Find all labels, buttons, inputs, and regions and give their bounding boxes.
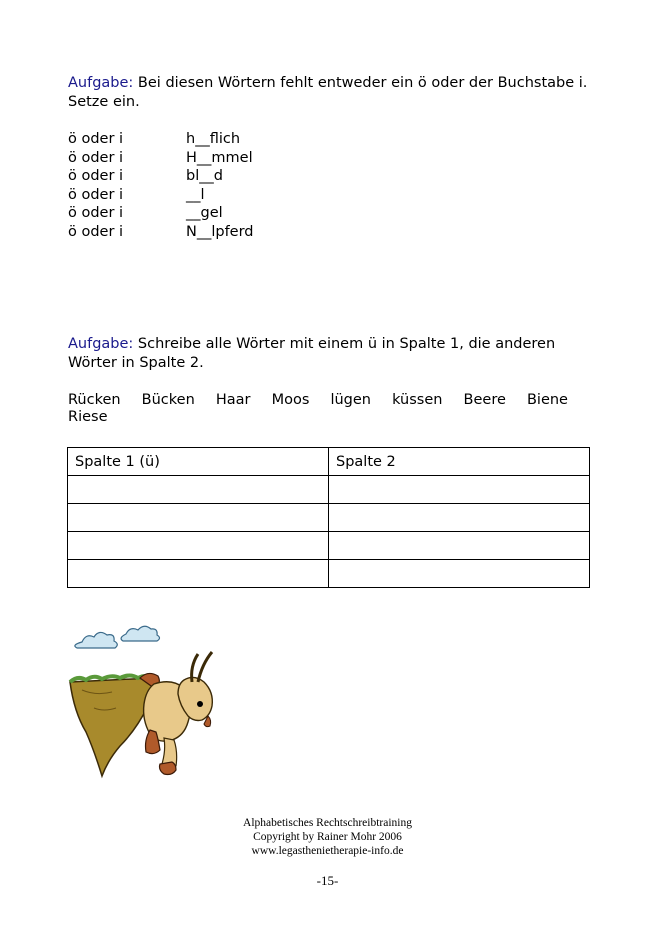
footer-copyright: Copyright by Rainer Mohr 2006 (253, 831, 402, 843)
gap-word: N__lpferd (186, 224, 254, 240)
table-row (68, 476, 590, 504)
goat-icon (140, 652, 212, 775)
table-row (68, 504, 590, 532)
footer-url: www.legasthenietherapie-info.de (251, 845, 404, 857)
option-label: ö oder i (68, 187, 124, 203)
cloud-icon (75, 632, 117, 648)
cloud-icon (121, 626, 159, 641)
task1-label: Aufgabe: (68, 75, 134, 91)
task2-text-line1: Schreibe alle Wörter mit einem ü in Spalte 1, die anderen (133, 336, 556, 352)
column-header-spalte-1: Spalte 1 (ü) (68, 448, 329, 476)
option-label: ö oder i (68, 224, 124, 240)
gap-word: H__mmel (186, 150, 253, 166)
task1-instruction (68, 75, 587, 91)
word-bank-item: Bücken (141, 392, 195, 408)
answer-cell[interactable] (329, 532, 590, 560)
word-bank (68, 391, 568, 410)
word-bank-item: Moos (271, 392, 310, 408)
task2-instruction (68, 336, 555, 352)
word-bank-item: küssen (392, 392, 443, 408)
footer-title: Alphabetisches Rechtschreibtraining (243, 817, 412, 829)
column-header-spalte-2: Spalte 2 (329, 448, 590, 476)
task1-text-line2: Setze ein. (68, 94, 140, 110)
word-bank-item: lügen (330, 392, 371, 408)
table-row (68, 560, 590, 588)
word-bank-item: Rücken (68, 392, 121, 408)
task1-word-list (68, 130, 368, 250)
gap-word: __l (186, 187, 205, 203)
answer-cell[interactable] (329, 476, 590, 504)
answer-cell[interactable] (329, 504, 590, 532)
table-header-row (68, 448, 590, 476)
answer-cell[interactable] (68, 476, 329, 504)
answer-cell[interactable] (68, 560, 329, 588)
task2-text-line2: Wörter in Spalte 2. (68, 355, 204, 371)
word-bank-item: Biene (526, 392, 568, 408)
cliff-icon (70, 676, 153, 777)
answer-cell[interactable] (329, 560, 590, 588)
gap-word: __gel (186, 205, 223, 221)
task1-text-line1: Bei diesen Wörtern fehlt entweder ein ö oder der Buchstabe i. (133, 75, 588, 91)
table-row (68, 532, 590, 560)
gap-word: bl__d (186, 168, 223, 184)
answer-cell[interactable] (68, 532, 329, 560)
gap-word: h__flich (186, 131, 241, 147)
task2-label: Aufgabe: (68, 336, 134, 352)
page-number: -15- (316, 873, 339, 888)
goat-on-cliff-illustration (64, 620, 239, 795)
answer-cell[interactable] (68, 504, 329, 532)
option-label: ö oder i (68, 168, 124, 184)
sorting-table (67, 447, 590, 588)
word-bank-item: Haar (215, 392, 251, 408)
option-label: ö oder i (68, 205, 124, 221)
option-label: ö oder i (68, 150, 124, 166)
option-label: ö oder i (68, 131, 124, 147)
word-bank-item: Beere (463, 392, 506, 408)
word-bank-item: Riese (68, 409, 108, 425)
